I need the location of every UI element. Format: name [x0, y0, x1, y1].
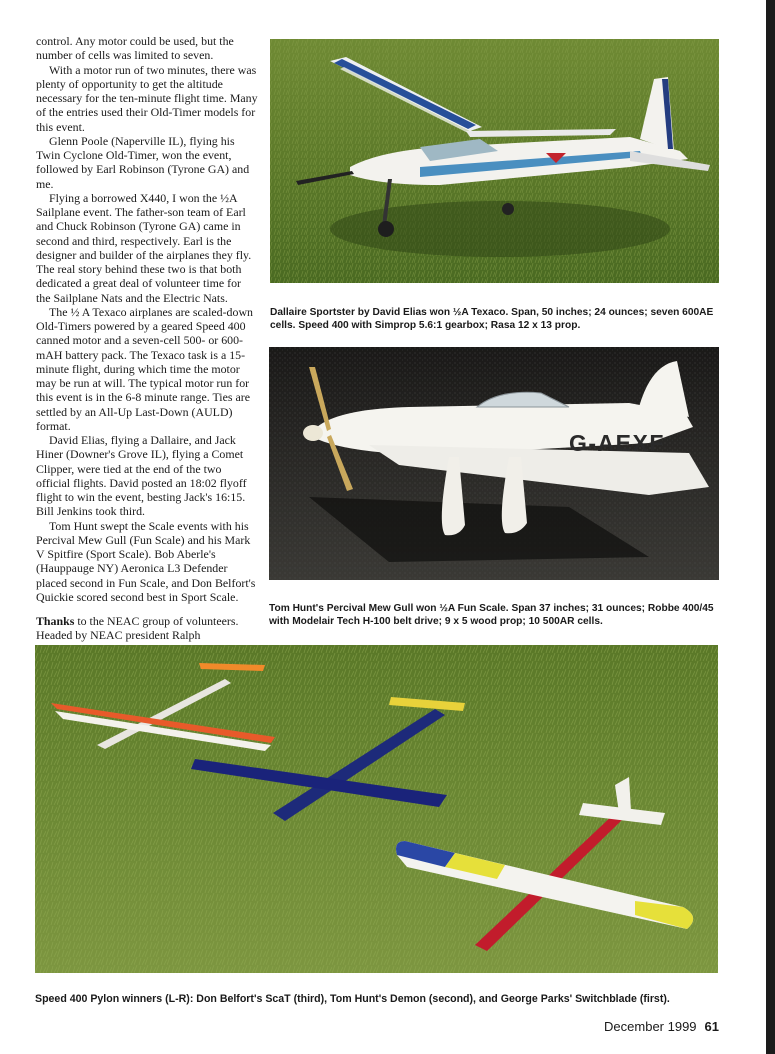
- article-paragraph: control. Any motor could be used, but the number of cells was limited to seven.: [36, 34, 234, 63]
- mewgull-photo: [269, 347, 719, 580]
- sportster-photo: [270, 39, 719, 283]
- thanks-lead: Thanks: [36, 614, 75, 628]
- article-paragraph: The ½ A Texaco airplanes are scaled-down Old-Timers powered by a geared Speed 400 canned motor and a seven-cell 500- or 600-mAH battery pack. The Texaco task is a 15-minute flight, during which time the motor may be run at will. The typical motor run for this event is in the 6-8 minute range. Ties are settled by an All-Up Last-Down (AULD) format.: [36, 304, 253, 433]
- sportster-caption: Dallaire Sportster by David Elias won ½A Texaco. Span, 50 inches; 24 ounces; seven 600AE cells. Speed 400 with Simprop 5.6:1 gearbox; Rasa 12 x 13 prop.: [270, 307, 714, 331]
- mewgull-caption: Tom Hunt's Percival Mew Gull won ½A Fun Scale. Span 37 inches; 31 ounces; Robbe 400/45 with Modelair Tech H-100 belt drive; 9 x 5 wood prop; 10 500AR cells.: [269, 603, 714, 627]
- article-paragraph: David Elias, flying a Dallaire, and Jack Hiner (Downer's Grove IL), flying a Comet Clipper, were tied at the end of the two official flights. David posted an 18:02 flyoff flight to win the event, besting Jack's 16:15. Bill Jenkins took third.: [36, 433, 247, 519]
- article-paragraph: Tom Hunt swept the Scale events with his Percival Mew Gull (Fun Scale) and his Mark V Spitfire (Sport Scale). Bob Aberle's (Hauppauge NY) Aeronica L3 Defender placed second in Fun Scale, and Don Belfort's Quickie scored second best in Sport Scale.: [36, 518, 256, 604]
- page-footer: [604, 1019, 719, 1034]
- article-paragraph: Glenn Poole (Naperville IL), flying his Twin Cyclone Old-Timer, won the event, followed by Earl Robinson (Tyrone GA) and me.: [36, 133, 250, 191]
- page-edge: [766, 0, 775, 1054]
- article-paragraph: Flying a borrowed X440, I won the ½A Sailplane event. The father-son team of Earl and Chuck Robinson (Tyrone GA) came in second and third, respectively. Earl is the designer and builder of the airplanes they fly. The real story behind these two is that both dedicated a great deal of volunteer time for the Sailplane Nats and the Electric Nats.: [36, 190, 252, 305]
- registration-text: G-AEXF: [569, 430, 665, 456]
- thanks-text: to the NEAC group of volunteers. Headed by NEAC president Ralph: [36, 614, 239, 643]
- pylon-caption: Speed 400 Pylon winners (L-R): Don Belfort's ScaT (third), Tom Hunt's Demon (second), and George Parks' Switchblade (first).: [35, 993, 670, 1005]
- pylon-photo: [35, 645, 718, 973]
- article-paragraph: With a motor run of two minutes, there was plenty of opportunity to get the altitude necessary for the ten-minute flight time. Many of the entries used their Old-Timer models for this event.: [36, 62, 258, 134]
- issue-date: December 1999: [604, 1019, 697, 1034]
- article-column: [36, 34, 258, 643]
- page-number: 61: [704, 1019, 719, 1034]
- thanks-paragraph: [36, 614, 258, 643]
